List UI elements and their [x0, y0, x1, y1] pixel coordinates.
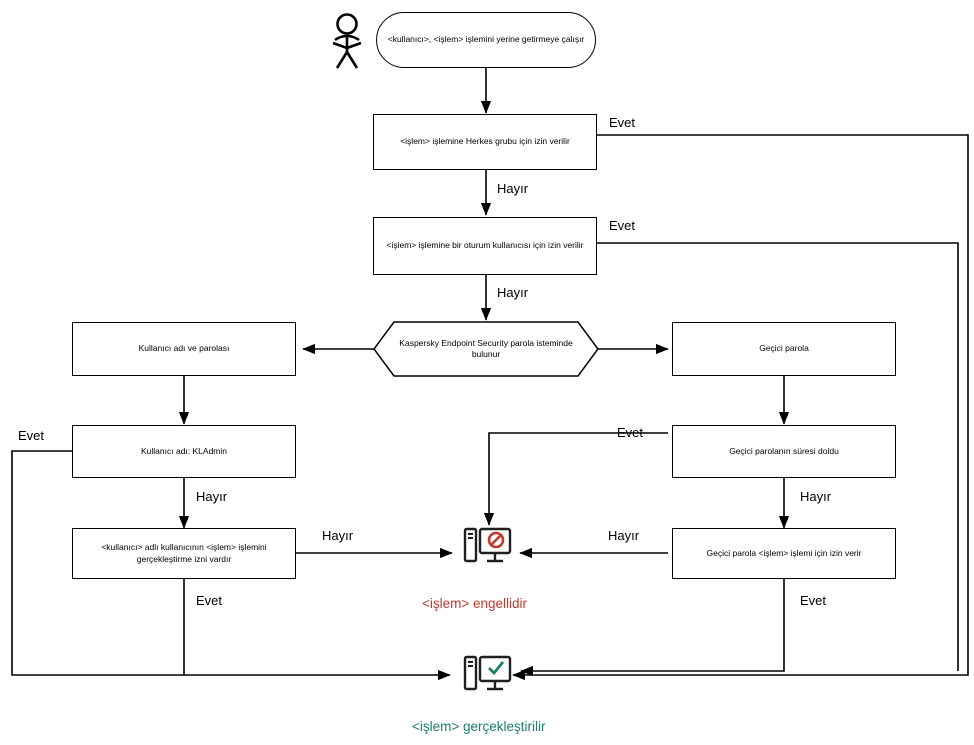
node-session-user-permission: [373, 217, 597, 275]
node-session-user-permission-label: <işlem> işlemine bir oturum kullanıcısı için izin verilir: [386, 240, 584, 251]
monitor-allowed-glyph: [462, 655, 514, 697]
edge-label-no-user-allowed: Hayır: [322, 528, 354, 543]
node-temp-password-allows: [672, 528, 896, 579]
node-username-password-label: Kullanıcı adı ve parolası: [138, 343, 230, 354]
node-start: [376, 12, 596, 68]
node-temp-password-allows-label: Geçici parola <işlem> işlemi için izin verir: [706, 547, 862, 558]
node-everyone-permission: [373, 114, 597, 170]
edge-label-yes-temp-expired: Evet: [617, 425, 644, 440]
edge-label-yes-kladmin: Evet: [18, 428, 45, 443]
node-temporary-password: [672, 322, 896, 376]
edge-label-no-temp-expired: Hayır: [800, 489, 832, 504]
person-icon: [325, 12, 369, 70]
node-temp-password-expired-label: Geçici parolanın süresi doldu: [729, 445, 839, 456]
edge-label-no-temp-allows: Hayır: [608, 528, 640, 543]
edge-label-no-session: Hayır: [497, 285, 529, 300]
edge-label-no-kladmin: Hayır: [196, 489, 228, 504]
edge-label-yes-everyone: Evet: [609, 115, 636, 130]
node-kladmin: [72, 425, 296, 478]
node-password-prompt: [374, 322, 598, 376]
monitor-blocked-glyph: [462, 527, 514, 569]
node-start-label: <kullanıcı>, <işlem> işlemini yerine getirmeye çalışır: [387, 34, 585, 45]
node-temporary-password-label: Geçici parola: [759, 343, 809, 354]
node-everyone-permission-label: <işlem> işlemine Herkes grubu için izin verilir: [400, 136, 570, 147]
monitor-blocked-icon: [462, 527, 510, 567]
node-username-password: [72, 322, 296, 376]
edge-label-no-everyone: Hayır: [497, 181, 529, 196]
edge-label-yes-user-allowed: Evet: [196, 593, 223, 608]
monitor-allowed-icon: [462, 655, 510, 695]
node-user-has-permission-label: <kullanıcı> adlı kullanıcının <işlem> işlemini gerçekleştirme izni vardır: [101, 542, 267, 564]
node-user-has-permission: [72, 528, 296, 579]
node-temp-password-expired: [672, 425, 896, 478]
outcome-blocked-label: <işlem> engellidir: [422, 596, 528, 611]
outcome-allowed-label: <işlem> gerçekleştirilir: [412, 719, 546, 734]
user-actor-icon: [325, 12, 369, 75]
edge-label-yes-session: Evet: [609, 218, 636, 233]
node-kladmin-label: Kullanıcı adı: KLAdmin: [141, 445, 227, 456]
node-password-prompt-label: Kaspersky Endpoint Security parola isteminde bulunur: [399, 337, 573, 359]
edge-label-yes-temp-allows: Evet: [800, 593, 827, 608]
